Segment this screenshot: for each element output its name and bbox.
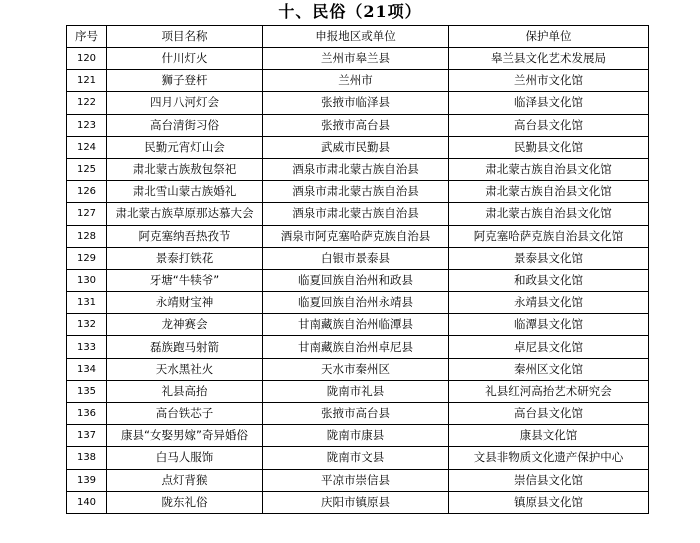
cell-region: 酒泉市肃北蒙古族自治县	[263, 158, 449, 180]
cell-region: 张掖市高台县	[263, 403, 449, 425]
cell-region: 白银市景泰县	[263, 247, 449, 269]
header-project-name: 项目名称	[107, 26, 263, 48]
cell-protection-unit: 康县文化馆	[449, 425, 649, 447]
cell-protection-unit: 阿克塞哈萨克族自治县文化馆	[449, 225, 649, 247]
cell-project-name: 阿克塞纳吾热孜节	[107, 225, 263, 247]
cell-region: 临夏回族自治州永靖县	[263, 292, 449, 314]
cell-region: 陇南市礼县	[263, 380, 449, 402]
cell-project-name: 什川灯火	[107, 48, 263, 70]
cell-protection-unit: 高台县文化馆	[449, 403, 649, 425]
cell-region: 张掖市临泽县	[263, 92, 449, 114]
cell-project-name: 景泰打铁花	[107, 247, 263, 269]
cell-project-name: 狮子登杆	[107, 70, 263, 92]
cell-region: 陇南市文县	[263, 447, 449, 469]
cell-protection-unit: 肃北蒙古族自治县文化馆	[449, 158, 649, 180]
cell-index: 133	[67, 336, 107, 358]
cell-project-name: 高台清街习俗	[107, 114, 263, 136]
cell-protection-unit: 高台县文化馆	[449, 114, 649, 136]
section-title: 十、民俗（21项）	[278, 2, 422, 21]
cell-index: 136	[67, 403, 107, 425]
cell-protection-unit: 永靖县文化馆	[449, 292, 649, 314]
cell-region: 酒泉市肃北蒙古族自治县	[263, 181, 449, 203]
cell-region: 酒泉市阿克塞哈萨克族自治县	[263, 225, 449, 247]
table-row	[67, 403, 649, 425]
cell-index: 125	[67, 158, 107, 180]
cell-region: 武威市民勤县	[263, 136, 449, 158]
cell-project-name: 肃北雪山蒙古族婚礼	[107, 181, 263, 203]
table-row	[67, 203, 649, 225]
cell-index: 134	[67, 358, 107, 380]
header-protection-unit: 保护单位	[449, 26, 649, 48]
header-region: 申报地区或单位	[263, 26, 449, 48]
cell-index: 139	[67, 469, 107, 491]
cell-index: 138	[67, 447, 107, 469]
table-row	[67, 48, 649, 70]
table-row	[67, 425, 649, 447]
cell-protection-unit: 兰州市文化馆	[449, 70, 649, 92]
cell-project-name: 白马人服饰	[107, 447, 263, 469]
table-row	[67, 380, 649, 402]
cell-protection-unit: 卓尼县文化馆	[449, 336, 649, 358]
cell-project-name: 四月八河灯会	[107, 92, 263, 114]
cell-project-name: 点灯背猴	[107, 469, 263, 491]
table-row	[67, 181, 649, 203]
cell-protection-unit: 镇原县文化馆	[449, 491, 649, 513]
table-row	[67, 247, 649, 269]
cell-project-name: 礼县高抬	[107, 380, 263, 402]
cell-protection-unit: 肃北蒙古族自治县文化馆	[449, 181, 649, 203]
cell-index: 121	[67, 70, 107, 92]
cell-protection-unit: 临泽县文化馆	[449, 92, 649, 114]
table-row	[67, 269, 649, 291]
cell-project-name: 康县“女娶男嫁”奇异婚俗	[107, 425, 263, 447]
cell-protection-unit: 皋兰县文化艺术发展局	[449, 48, 649, 70]
table-row	[67, 447, 649, 469]
table-row	[67, 92, 649, 114]
cell-project-name: 龙神赛会	[107, 314, 263, 336]
cell-index: 140	[67, 491, 107, 513]
table-row	[67, 70, 649, 92]
cell-project-name: 肃北蒙古族草原那达慕大会	[107, 203, 263, 225]
table-row	[67, 114, 649, 136]
cell-index: 128	[67, 225, 107, 247]
cell-project-name: 牙塘“牛犊爷”	[107, 269, 263, 291]
table-row	[67, 292, 649, 314]
table-row	[67, 469, 649, 491]
cell-region: 陇南市康县	[263, 425, 449, 447]
cell-region: 临夏回族自治州和政县	[263, 269, 449, 291]
cell-index: 123	[67, 114, 107, 136]
table-row	[67, 491, 649, 513]
table-row	[67, 136, 649, 158]
cell-region: 甘南藏族自治州临潭县	[263, 314, 449, 336]
cell-index: 127	[67, 203, 107, 225]
cell-region: 兰州市	[263, 70, 449, 92]
cell-region: 张掖市高台县	[263, 114, 449, 136]
table-row	[67, 336, 649, 358]
cell-protection-unit: 肃北蒙古族自治县文化馆	[449, 203, 649, 225]
cell-index: 124	[67, 136, 107, 158]
cell-project-name: 永靖财宝神	[107, 292, 263, 314]
cell-index: 137	[67, 425, 107, 447]
cell-project-name: 民勤元宵灯山会	[107, 136, 263, 158]
cell-index: 120	[67, 48, 107, 70]
cell-project-name: 陇东礼俗	[107, 491, 263, 513]
cell-project-name: 肃北蒙古族敖包祭祀	[107, 158, 263, 180]
cell-protection-unit: 景泰县文化馆	[449, 247, 649, 269]
cell-index: 126	[67, 181, 107, 203]
cell-region: 庆阳市镇原县	[263, 491, 449, 513]
cell-project-name: 高台铁芯子	[107, 403, 263, 425]
cell-project-name: 磊族跑马射箭	[107, 336, 263, 358]
cell-protection-unit: 礼县红河高抬艺术研究会	[449, 380, 649, 402]
heritage-table	[66, 25, 649, 514]
table-row	[67, 158, 649, 180]
cell-index: 129	[67, 247, 107, 269]
header-row	[67, 26, 649, 48]
cell-index: 131	[67, 292, 107, 314]
cell-protection-unit: 秦州区文化馆	[449, 358, 649, 380]
cell-protection-unit: 崇信县文化馆	[449, 469, 649, 491]
cell-region: 甘南藏族自治州卓尼县	[263, 336, 449, 358]
cell-region: 平凉市崇信县	[263, 469, 449, 491]
cell-region: 天水市秦州区	[263, 358, 449, 380]
cell-project-name: 天水黑社火	[107, 358, 263, 380]
cell-protection-unit: 和政县文化馆	[449, 269, 649, 291]
cell-protection-unit: 民勤县文化馆	[449, 136, 649, 158]
cell-protection-unit: 文县非物质文化遗产保护中心	[449, 447, 649, 469]
header-index: 序号	[67, 26, 107, 48]
cell-index: 122	[67, 92, 107, 114]
table-row	[67, 314, 649, 336]
table-row	[67, 225, 649, 247]
cell-region: 酒泉市肃北蒙古族自治县	[263, 203, 449, 225]
cell-index: 132	[67, 314, 107, 336]
cell-protection-unit: 临潭县文化馆	[449, 314, 649, 336]
cell-index: 135	[67, 380, 107, 402]
table-row	[67, 358, 649, 380]
cell-region: 兰州市皋兰县	[263, 48, 449, 70]
cell-index: 130	[67, 269, 107, 291]
